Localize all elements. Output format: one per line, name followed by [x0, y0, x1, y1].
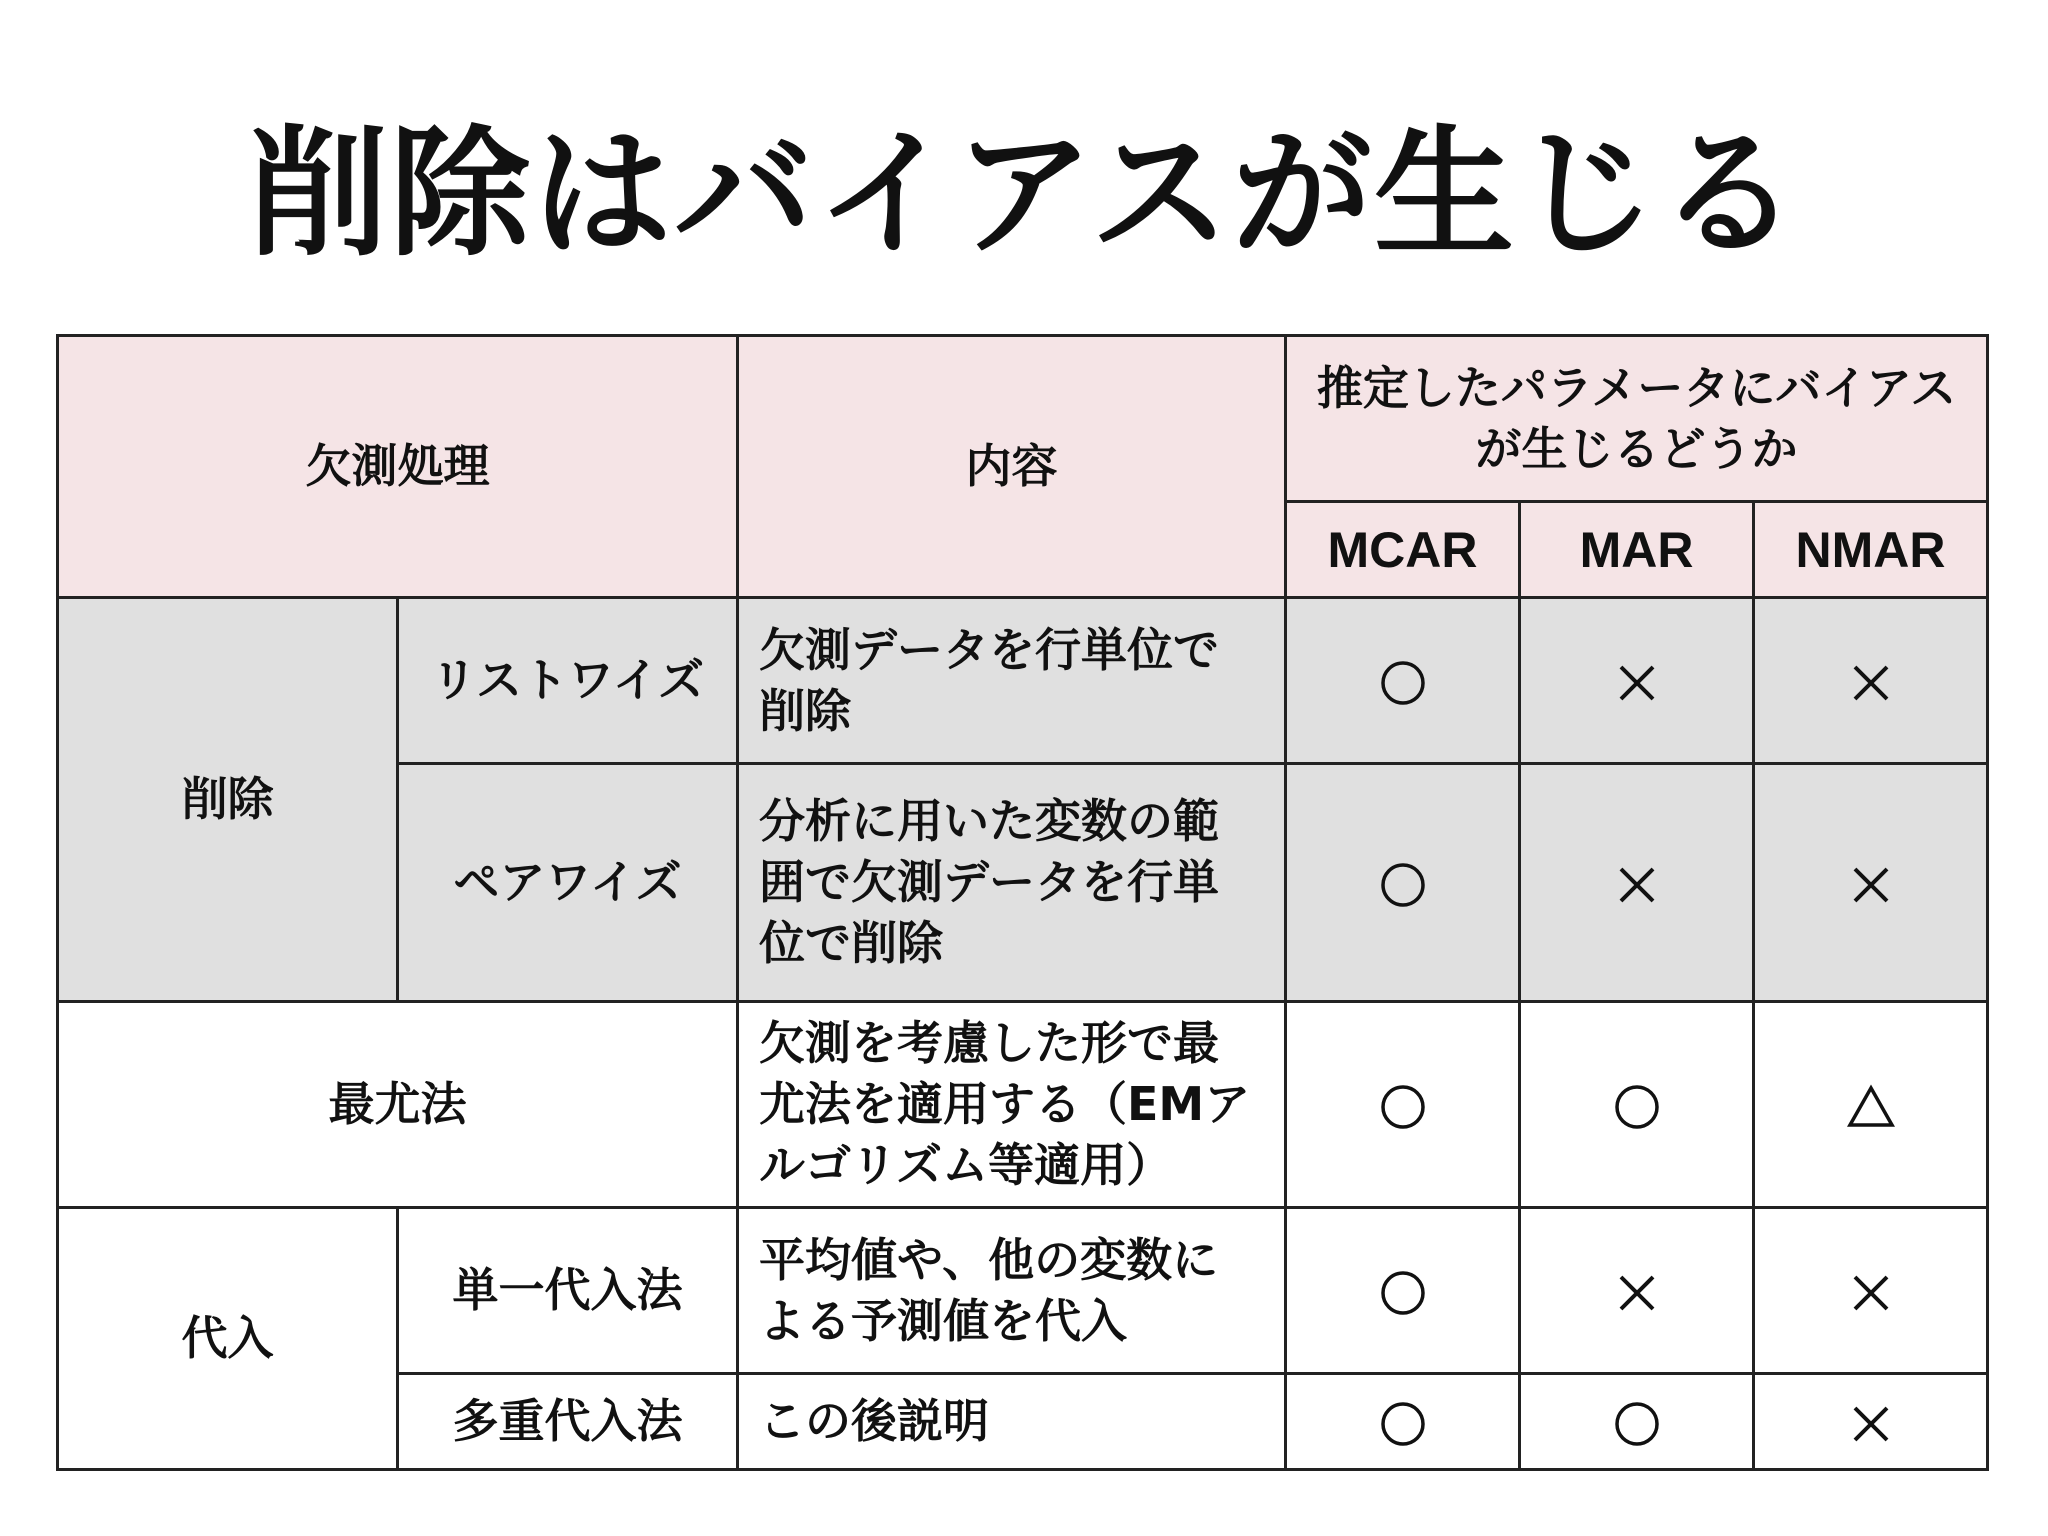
missing-data-table-container — [56, 334, 1986, 1471]
mark-cell — [1286, 1374, 1520, 1470]
table-row — [58, 1208, 1988, 1374]
cross-mark-icon — [1843, 1263, 1899, 1317]
mark-cell — [1286, 764, 1520, 1002]
mark-cell — [1286, 1208, 1520, 1374]
triangle-mark-icon — [1843, 1077, 1899, 1131]
circle-mark-icon — [1375, 855, 1431, 909]
cross-mark-icon — [1843, 653, 1899, 707]
content-ml — [738, 1002, 1286, 1208]
content-single-imputation — [738, 1208, 1286, 1374]
group-deletion: 削除 — [58, 598, 398, 1002]
mark-cell — [1520, 764, 1754, 1002]
circle-mark-icon — [1375, 653, 1431, 707]
circle-mark-icon — [1609, 1077, 1665, 1131]
content-line: 位で削除 — [759, 915, 943, 970]
circle-mark-icon — [1609, 1394, 1665, 1448]
cross-mark-icon — [1843, 1394, 1899, 1448]
content-line: 削除 — [759, 683, 851, 738]
method-listwise: リストワイズ — [398, 598, 738, 764]
mark-cell — [1754, 1374, 1988, 1470]
content-line: この後説明 — [759, 1394, 989, 1449]
header-mcar: MCAR — [1286, 502, 1520, 598]
content-line: ルゴリズム等適用） — [759, 1137, 1173, 1192]
circle-mark-icon — [1375, 1263, 1431, 1317]
table-row — [58, 1002, 1988, 1208]
group-imputation: 代入 — [58, 1208, 398, 1470]
circle-mark-icon — [1375, 1394, 1431, 1448]
content-multiple-imputation — [738, 1374, 1286, 1470]
header-row-1 — [58, 336, 1988, 502]
circle-mark-icon — [1375, 1077, 1431, 1131]
header-mar: MAR — [1520, 502, 1754, 598]
content-line: 分析に用いた変数の範 — [759, 794, 1219, 849]
mark-cell — [1286, 1002, 1520, 1208]
cross-mark-icon — [1609, 653, 1665, 707]
content-line: 欠測を考慮した形で最 — [759, 1016, 1219, 1071]
mark-cell — [1520, 1374, 1754, 1470]
header-bias — [1286, 336, 1988, 502]
group-ml: 最尤法 — [58, 1002, 738, 1208]
content-line: 欠測データを行単位で — [759, 622, 1219, 677]
mark-cell — [1754, 1208, 1988, 1374]
content-listwise — [738, 598, 1286, 764]
content-line: 囲で欠測データを行単 — [759, 855, 1219, 910]
method-pairwise: ペアワイズ — [398, 764, 738, 1002]
header-bias-line2: が生じるどうか — [1475, 421, 1798, 476]
slide-title: 削除はバイアスが生じる — [247, 113, 1801, 276]
content-line: 平均値や、他の変数に — [759, 1232, 1219, 1287]
header-nmar: NMAR — [1754, 502, 1988, 598]
mark-cell — [1286, 598, 1520, 764]
table-row — [58, 598, 1988, 764]
mark-cell — [1754, 598, 1988, 764]
content-line: よる予測値を代入 — [759, 1293, 1127, 1348]
cross-mark-icon — [1609, 1263, 1665, 1317]
header-method: 欠測処理 — [58, 336, 738, 598]
mark-cell — [1754, 1002, 1988, 1208]
mark-cell — [1520, 1002, 1754, 1208]
mark-cell — [1754, 764, 1988, 1002]
method-single-imputation: 単一代入法 — [398, 1208, 738, 1374]
mark-cell — [1520, 598, 1754, 764]
header-content: 内容 — [738, 336, 1286, 598]
cross-mark-icon — [1843, 855, 1899, 909]
missing-data-table — [56, 334, 1989, 1471]
header-bias-line1: 推定したパラメータにバイアス — [1316, 360, 1957, 415]
mark-cell — [1520, 1208, 1754, 1374]
content-pairwise — [738, 764, 1286, 1002]
content-line: 尤法を適用する（EMア — [759, 1077, 1251, 1132]
method-multiple-imputation: 多重代入法 — [398, 1374, 738, 1470]
cross-mark-icon — [1609, 855, 1665, 909]
